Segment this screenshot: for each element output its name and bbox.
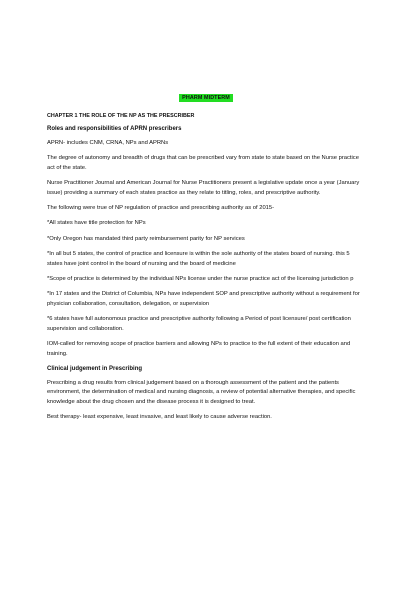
section-heading-roles: Roles and responsibilities of APRN prescribers — [47, 126, 182, 132]
document-title: PHARM MIDTERM — [179, 94, 233, 102]
paragraph-aprn: APRN- includes CNM, CRNA, NPs and APRNs — [47, 140, 169, 146]
paragraph-best-therapy: Best therapy- least expensive, least invasive, and least likely to cause adverse reaction. — [47, 414, 272, 421]
chapter-heading: CHAPTER 1 THE ROLE OF THE NP AS THE PRESCRIBER — [47, 113, 195, 119]
section-heading-clinical-judgement: Clinical judgement in Prescribing — [47, 365, 143, 372]
paragraph-independent-sop: *In 17 states and the District of Columbia, NPs have independent SOP and prescriptive authority without a requirement for physician collaboration, consultation, delegation, or supervision — [47, 291, 360, 307]
paragraph-title-protection: *All states have title protection for NPs — [47, 220, 146, 227]
paragraph-prescribing: Prescribing a drug results from clinical judgement based on a thorough assessment of the patient and the patients environment, the determination of medical and nursing diagnosis, a review of potential alternative therapies, and specific knowledge about the drug chosen and the disease process it is designed to treat. — [47, 379, 356, 405]
document-body — [47, 86, 365, 429]
title-wrapper — [47, 86, 365, 104]
paragraph-regulation-intro: The following were true of NP regulation of practice and prescribing authority as of 2015- — [47, 205, 275, 212]
paragraph-scope-of-practice: *Scope of practice is determined by the individual NPs license under the nurse practice act of the licensing jurisdiction p — [47, 276, 354, 283]
paragraph-full-autonomy: *6 states have full autonomous practice and prescriptive authority following a Period of post licensure/ post certification supervision and collaboration. — [47, 316, 351, 332]
paragraph-autonomy: The degree of autonomy and breadth of drugs that can be prescribed vary from state to state based on the Nurse practice act of the state. — [47, 155, 359, 171]
paragraph-licensure-control: *In all but 5 states, the control of practice and licensure is within the sole authority of the states board of nursing. this 5 states have joint control in the board of nursing and the board of medicine — [47, 251, 350, 267]
paragraph-iom: IOM-called for removing scope of practice barriers and allowing NPs to practice to the full extent of their education and training. — [47, 341, 351, 357]
paragraph-oregon: *Only Oregon has mandated third party reimbursement parity for NP services — [47, 235, 245, 242]
paragraph-journals: Nurse Practitioner Journal and American Journal for Nurse Practitioners present a legislative update once a year (January issue) providing a summary of each states practice as they relate to titling, roles, and prescriptive authority. — [47, 180, 360, 196]
